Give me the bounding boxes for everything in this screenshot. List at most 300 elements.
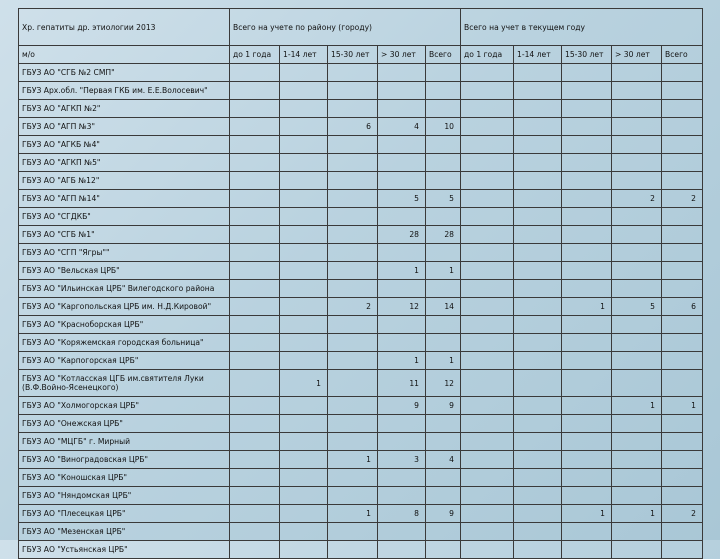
value-cell bbox=[378, 64, 426, 82]
value-cell bbox=[562, 397, 612, 415]
value-cell: 9 bbox=[378, 397, 426, 415]
col-header: Всего bbox=[662, 46, 703, 64]
value-cell: 3 bbox=[378, 451, 426, 469]
value-cell: 1 bbox=[426, 352, 461, 370]
value-cell bbox=[280, 226, 328, 244]
value-cell bbox=[514, 487, 562, 505]
value-cell bbox=[280, 397, 328, 415]
value-cell bbox=[280, 487, 328, 505]
value-cell bbox=[662, 523, 703, 541]
value-cell bbox=[514, 352, 562, 370]
table-row bbox=[19, 316, 703, 334]
value-cell bbox=[328, 154, 378, 172]
value-cell bbox=[662, 352, 703, 370]
value-cell bbox=[461, 469, 514, 487]
value-cell bbox=[230, 298, 280, 316]
value-cell bbox=[230, 397, 280, 415]
value-cell bbox=[378, 100, 426, 118]
value-cell bbox=[230, 433, 280, 451]
col-header: до 1 года bbox=[461, 46, 514, 64]
value-cell bbox=[378, 334, 426, 352]
value-cell bbox=[426, 433, 461, 451]
value-cell bbox=[461, 487, 514, 505]
value-cell bbox=[378, 433, 426, 451]
value-cell bbox=[378, 172, 426, 190]
value-cell bbox=[662, 415, 703, 433]
table-row bbox=[19, 523, 703, 541]
value-cell bbox=[280, 451, 328, 469]
value-cell bbox=[280, 352, 328, 370]
table-row bbox=[19, 226, 703, 244]
value-cell bbox=[612, 316, 662, 334]
value-cell bbox=[328, 262, 378, 280]
col-header: 15-30 лет bbox=[562, 46, 612, 64]
value-cell bbox=[514, 433, 562, 451]
value-cell bbox=[378, 136, 426, 154]
facility-name: ГБУЗ АО "Вельская ЦРБ" bbox=[19, 262, 230, 280]
value-cell bbox=[230, 415, 280, 433]
table-row bbox=[19, 244, 703, 262]
value-cell: 1 bbox=[562, 298, 612, 316]
facility-name: ГБУЗ АО "Коряжемская городская больница" bbox=[19, 334, 230, 352]
value-cell bbox=[562, 469, 612, 487]
value-cell bbox=[461, 523, 514, 541]
value-cell bbox=[426, 541, 461, 559]
value-cell bbox=[426, 154, 461, 172]
value-cell: 12 bbox=[426, 370, 461, 397]
value-cell: 28 bbox=[426, 226, 461, 244]
value-cell bbox=[230, 190, 280, 208]
value-cell bbox=[280, 541, 328, 559]
value-cell bbox=[514, 316, 562, 334]
value-cell bbox=[230, 370, 280, 397]
value-cell bbox=[662, 334, 703, 352]
value-cell bbox=[612, 172, 662, 190]
value-cell: 1 bbox=[612, 505, 662, 523]
value-cell: 4 bbox=[426, 451, 461, 469]
value-cell: 2 bbox=[328, 298, 378, 316]
value-cell bbox=[562, 136, 612, 154]
value-cell bbox=[328, 487, 378, 505]
value-cell bbox=[280, 100, 328, 118]
value-cell bbox=[328, 226, 378, 244]
col-header: Всего bbox=[426, 46, 461, 64]
value-cell bbox=[461, 190, 514, 208]
hepatitis-table bbox=[18, 8, 703, 559]
value-cell bbox=[612, 415, 662, 433]
facility-name: ГБУЗ АО "АГБ №12" bbox=[19, 172, 230, 190]
table-row bbox=[19, 82, 703, 100]
value-cell bbox=[514, 523, 562, 541]
value-cell bbox=[280, 136, 328, 154]
value-cell bbox=[280, 190, 328, 208]
value-cell bbox=[562, 280, 612, 298]
value-cell bbox=[461, 433, 514, 451]
value-cell bbox=[612, 226, 662, 244]
value-cell: 9 bbox=[426, 397, 461, 415]
value-cell bbox=[378, 244, 426, 262]
value-cell bbox=[426, 136, 461, 154]
table-row bbox=[19, 280, 703, 298]
value-cell bbox=[562, 190, 612, 208]
value-cell: 10 bbox=[426, 118, 461, 136]
value-cell bbox=[230, 118, 280, 136]
value-cell bbox=[230, 487, 280, 505]
value-cell bbox=[378, 523, 426, 541]
value-cell bbox=[461, 64, 514, 82]
value-cell bbox=[562, 451, 612, 469]
facility-name: ГБУЗ АО "Каргопольская ЦРБ им. Н.Д.Кировой" bbox=[19, 298, 230, 316]
value-cell bbox=[612, 154, 662, 172]
value-cell bbox=[280, 172, 328, 190]
value-cell bbox=[514, 64, 562, 82]
value-cell bbox=[562, 172, 612, 190]
value-cell bbox=[612, 118, 662, 136]
value-cell bbox=[426, 82, 461, 100]
value-cell bbox=[562, 64, 612, 82]
facility-name: ГБУЗ АО "Онежская ЦРБ" bbox=[19, 415, 230, 433]
value-cell bbox=[612, 487, 662, 505]
value-cell bbox=[230, 244, 280, 262]
value-cell bbox=[328, 370, 378, 397]
value-cell bbox=[562, 82, 612, 100]
table-row bbox=[19, 118, 703, 136]
value-cell bbox=[230, 262, 280, 280]
value-cell bbox=[461, 136, 514, 154]
value-cell: 5 bbox=[426, 190, 461, 208]
value-cell bbox=[461, 334, 514, 352]
col-header: > 30 лет bbox=[378, 46, 426, 64]
value-cell bbox=[280, 415, 328, 433]
facility-name: ГБУЗ АО "АГКБ №4" bbox=[19, 136, 230, 154]
value-cell: 12 bbox=[378, 298, 426, 316]
group-header-current-year: Всего на учет в текущем году bbox=[461, 9, 703, 46]
value-cell bbox=[378, 469, 426, 487]
value-cell bbox=[426, 172, 461, 190]
value-cell bbox=[426, 487, 461, 505]
value-cell bbox=[612, 262, 662, 280]
value-cell bbox=[612, 433, 662, 451]
facility-name: ГБУЗ АО "Холмогорская ЦРБ" bbox=[19, 397, 230, 415]
value-cell bbox=[514, 190, 562, 208]
value-cell bbox=[280, 118, 328, 136]
value-cell bbox=[514, 541, 562, 559]
value-cell bbox=[514, 397, 562, 415]
value-cell bbox=[662, 136, 703, 154]
value-cell bbox=[612, 523, 662, 541]
value-cell bbox=[612, 370, 662, 397]
table-row bbox=[19, 505, 703, 523]
group-header-registered: Всего на учете по району (городу) bbox=[230, 9, 461, 46]
value-cell bbox=[461, 352, 514, 370]
value-cell bbox=[662, 208, 703, 226]
row-label-header: м/о bbox=[19, 46, 230, 64]
value-cell bbox=[562, 487, 612, 505]
value-cell bbox=[230, 154, 280, 172]
value-cell bbox=[562, 415, 612, 433]
value-cell bbox=[280, 262, 328, 280]
value-cell bbox=[612, 244, 662, 262]
value-cell bbox=[612, 352, 662, 370]
value-cell bbox=[461, 82, 514, 100]
value-cell bbox=[328, 397, 378, 415]
value-cell: 5 bbox=[612, 298, 662, 316]
value-cell bbox=[328, 541, 378, 559]
value-cell: 2 bbox=[662, 190, 703, 208]
value-cell bbox=[514, 334, 562, 352]
value-cell bbox=[426, 244, 461, 262]
value-cell: 1 bbox=[328, 505, 378, 523]
value-cell bbox=[461, 226, 514, 244]
table-row bbox=[19, 298, 703, 316]
value-cell: 1 bbox=[662, 397, 703, 415]
value-cell: 8 bbox=[378, 505, 426, 523]
value-cell: 28 bbox=[378, 226, 426, 244]
table-row bbox=[19, 352, 703, 370]
value-cell bbox=[378, 280, 426, 298]
value-cell bbox=[328, 190, 378, 208]
value-cell bbox=[378, 487, 426, 505]
facility-name: ГБУЗ АО "Котласская ЦГБ им.святителя Луки (В.Ф.Войно-Ясенецкого) bbox=[19, 370, 230, 397]
value-cell bbox=[280, 316, 328, 334]
value-cell: 1 bbox=[280, 370, 328, 397]
table-row bbox=[19, 433, 703, 451]
value-cell bbox=[426, 316, 461, 334]
value-cell bbox=[562, 334, 612, 352]
value-cell bbox=[662, 244, 703, 262]
value-cell: 14 bbox=[426, 298, 461, 316]
value-cell bbox=[662, 100, 703, 118]
value-cell bbox=[514, 136, 562, 154]
value-cell bbox=[662, 226, 703, 244]
value-cell bbox=[461, 370, 514, 397]
value-cell bbox=[280, 298, 328, 316]
value-cell bbox=[328, 469, 378, 487]
report-sheet bbox=[18, 8, 720, 559]
value-cell bbox=[426, 100, 461, 118]
value-cell: 9 bbox=[426, 505, 461, 523]
value-cell bbox=[230, 334, 280, 352]
facility-name: ГБУЗ АО "Коношская ЦРБ" bbox=[19, 469, 230, 487]
value-cell bbox=[461, 172, 514, 190]
facility-name: ГБУЗ АО "СГДКБ" bbox=[19, 208, 230, 226]
col-header: > 30 лет bbox=[612, 46, 662, 64]
value-cell bbox=[662, 370, 703, 397]
value-cell bbox=[461, 100, 514, 118]
value-cell bbox=[612, 280, 662, 298]
value-cell bbox=[230, 280, 280, 298]
value-cell: 1 bbox=[562, 505, 612, 523]
facility-name: ГБУЗ АО "Плесецкая ЦРБ" bbox=[19, 505, 230, 523]
value-cell bbox=[230, 469, 280, 487]
value-cell bbox=[662, 541, 703, 559]
value-cell bbox=[514, 505, 562, 523]
value-cell bbox=[514, 100, 562, 118]
value-cell bbox=[514, 82, 562, 100]
value-cell bbox=[461, 451, 514, 469]
value-cell bbox=[378, 82, 426, 100]
table-title: Хр. гепатиты др. этиологии 2013 bbox=[19, 9, 230, 46]
facility-name: ГБУЗ АО "Красноборская ЦРБ" bbox=[19, 316, 230, 334]
value-cell bbox=[280, 154, 328, 172]
value-cell bbox=[562, 244, 612, 262]
value-cell bbox=[280, 505, 328, 523]
value-cell bbox=[562, 316, 612, 334]
table-row bbox=[19, 370, 703, 397]
table-row bbox=[19, 451, 703, 469]
table-row bbox=[19, 64, 703, 82]
value-cell bbox=[461, 541, 514, 559]
value-cell bbox=[514, 451, 562, 469]
value-cell bbox=[378, 415, 426, 433]
value-cell bbox=[280, 523, 328, 541]
facility-name: ГБУЗ АО "Мезенская ЦРБ" bbox=[19, 523, 230, 541]
value-cell: 6 bbox=[662, 298, 703, 316]
facility-name: ГБУЗ АО "Няндомская ЦРБ" bbox=[19, 487, 230, 505]
value-cell: 11 bbox=[378, 370, 426, 397]
value-cell bbox=[426, 64, 461, 82]
facility-name: ГБУЗ АО "СГБ №1" bbox=[19, 226, 230, 244]
value-cell bbox=[662, 280, 703, 298]
value-cell bbox=[662, 262, 703, 280]
value-cell bbox=[662, 154, 703, 172]
value-cell bbox=[514, 280, 562, 298]
value-cell bbox=[612, 334, 662, 352]
value-cell bbox=[461, 118, 514, 136]
value-cell bbox=[612, 64, 662, 82]
value-cell bbox=[426, 208, 461, 226]
value-cell: 1 bbox=[378, 352, 426, 370]
value-cell bbox=[280, 433, 328, 451]
value-cell: 1 bbox=[328, 451, 378, 469]
table-row bbox=[19, 541, 703, 559]
value-cell bbox=[230, 352, 280, 370]
value-cell bbox=[426, 469, 461, 487]
table-row bbox=[19, 334, 703, 352]
value-cell bbox=[328, 136, 378, 154]
value-cell bbox=[662, 433, 703, 451]
facility-name: ГБУЗ АО "АГКП №5" bbox=[19, 154, 230, 172]
value-cell bbox=[328, 64, 378, 82]
value-cell: 2 bbox=[612, 190, 662, 208]
table-row bbox=[19, 469, 703, 487]
value-cell bbox=[461, 154, 514, 172]
value-cell: 2 bbox=[662, 505, 703, 523]
table-row bbox=[19, 172, 703, 190]
value-cell bbox=[230, 316, 280, 334]
facility-name: ГБУЗ АО "СГП "Ягры"" bbox=[19, 244, 230, 262]
value-cell bbox=[514, 370, 562, 397]
value-cell bbox=[562, 154, 612, 172]
value-cell bbox=[514, 208, 562, 226]
facility-name: ГБУЗ Арх.обл. "Первая ГКБ им. Е.Е.Волосевич" bbox=[19, 82, 230, 100]
value-cell bbox=[328, 334, 378, 352]
table-row bbox=[19, 100, 703, 118]
value-cell bbox=[328, 244, 378, 262]
table-row bbox=[19, 415, 703, 433]
value-cell bbox=[612, 208, 662, 226]
value-cell bbox=[612, 100, 662, 118]
value-cell bbox=[612, 136, 662, 154]
value-cell bbox=[612, 82, 662, 100]
table-row bbox=[19, 487, 703, 505]
value-cell bbox=[514, 244, 562, 262]
header-row-ages bbox=[19, 46, 703, 64]
col-header: 15-30 лет bbox=[328, 46, 378, 64]
value-cell bbox=[562, 226, 612, 244]
value-cell bbox=[328, 172, 378, 190]
value-cell bbox=[426, 334, 461, 352]
facility-name: ГБУЗ АО "Карпогорская ЦРБ" bbox=[19, 352, 230, 370]
value-cell bbox=[230, 451, 280, 469]
value-cell bbox=[328, 415, 378, 433]
value-cell bbox=[230, 64, 280, 82]
value-cell bbox=[328, 523, 378, 541]
facility-name: ГБУЗ АО "Виноградовская ЦРБ" bbox=[19, 451, 230, 469]
value-cell bbox=[280, 82, 328, 100]
value-cell bbox=[662, 316, 703, 334]
value-cell bbox=[378, 154, 426, 172]
value-cell: 6 bbox=[328, 118, 378, 136]
header-row-groups bbox=[19, 9, 703, 46]
value-cell bbox=[562, 433, 612, 451]
value-cell bbox=[514, 469, 562, 487]
value-cell: 5 bbox=[378, 190, 426, 208]
value-cell bbox=[328, 316, 378, 334]
value-cell bbox=[562, 523, 612, 541]
value-cell bbox=[328, 208, 378, 226]
value-cell bbox=[230, 172, 280, 190]
value-cell bbox=[662, 451, 703, 469]
value-cell bbox=[461, 415, 514, 433]
value-cell bbox=[280, 334, 328, 352]
value-cell bbox=[612, 541, 662, 559]
value-cell bbox=[514, 154, 562, 172]
col-header: 1-14 лет bbox=[280, 46, 328, 64]
table-row bbox=[19, 262, 703, 280]
table-row bbox=[19, 190, 703, 208]
value-cell bbox=[378, 316, 426, 334]
table-row bbox=[19, 397, 703, 415]
value-cell bbox=[562, 541, 612, 559]
value-cell bbox=[514, 118, 562, 136]
value-cell bbox=[461, 208, 514, 226]
value-cell bbox=[280, 469, 328, 487]
value-cell bbox=[562, 208, 612, 226]
value-cell bbox=[662, 82, 703, 100]
facility-name: ГБУЗ АО "АГП №14" bbox=[19, 190, 230, 208]
table-row bbox=[19, 154, 703, 172]
value-cell bbox=[426, 523, 461, 541]
value-cell bbox=[562, 370, 612, 397]
value-cell bbox=[562, 100, 612, 118]
value-cell bbox=[662, 118, 703, 136]
facility-name: ГБУЗ АО "СГБ №2 СМП" bbox=[19, 64, 230, 82]
value-cell bbox=[230, 523, 280, 541]
facility-name: ГБУЗ АО "Устьянская ЦРБ" bbox=[19, 541, 230, 559]
value-cell bbox=[514, 226, 562, 244]
value-cell: 1 bbox=[378, 262, 426, 280]
value-cell bbox=[280, 280, 328, 298]
value-cell bbox=[230, 226, 280, 244]
facility-name: ГБУЗ АО "АГКП №2" bbox=[19, 100, 230, 118]
facility-name: ГБУЗ АО "Ильинская ЦРБ" Вилегодского района bbox=[19, 280, 230, 298]
value-cell bbox=[378, 208, 426, 226]
value-cell bbox=[230, 505, 280, 523]
value-cell bbox=[461, 298, 514, 316]
col-header: 1-14 лет bbox=[514, 46, 562, 64]
value-cell bbox=[328, 433, 378, 451]
